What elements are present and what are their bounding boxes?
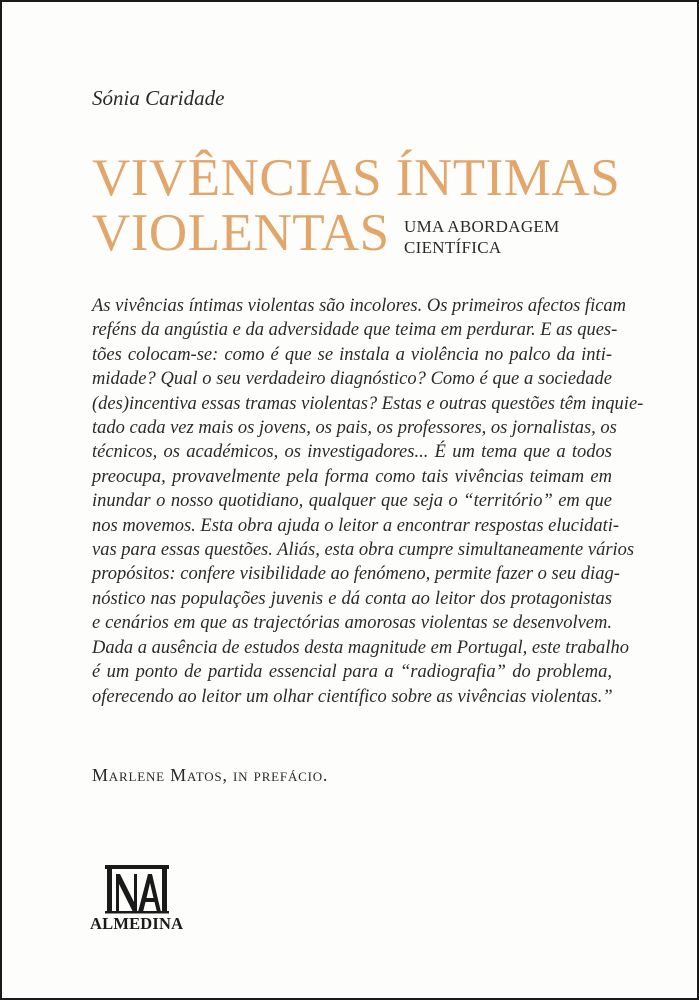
subtitle (404, 216, 560, 258)
blurb-line: nóstico nas populações juvenis e dá conta ao leitor dos protagonistas (92, 588, 612, 609)
blurb-line: Dada a ausência de estudos desta magnitude em Portugal, este trabalho (92, 637, 629, 658)
blurb-line: tões colocam-se: como é que se instala a violência no palco da inti- (92, 344, 612, 365)
blurb-line: reféns da angústia e da adversidade que teima em perdurar. E as ques- (92, 320, 618, 341)
publisher-logo (90, 864, 190, 934)
blurb-attribution: Marlene Matos, in prefácio. (92, 765, 329, 785)
back-cover-blurb (92, 294, 644, 709)
subtitle-line-1: UMA ABORDAGEM (404, 217, 560, 236)
author-name: Sónia Caridade (92, 86, 225, 110)
blurb-line: tado cada vez mais os jovens, os pais, os professores, os jornalistas, os (92, 418, 617, 439)
subtitle-line-2: CIENTÍFICA (404, 238, 502, 257)
almedina-logo-icon (104, 864, 170, 914)
blurb-line: (des)incentiva essas tramas violentas? Estas e outras questões têm inquie- (92, 393, 644, 414)
blurb-line: e cenários em que as trajectórias amorosas violentas se desenvolvem. (92, 613, 612, 634)
blurb-line: técnicos, os académicos, os investigadores... É um tema que a todos (92, 442, 612, 463)
blurb-line: vas para essas questões. Aliás, esta obra cumpre simultaneamente vários (92, 540, 635, 561)
title-line-1: VIVÊNCIAS ÍNTIMAS (92, 149, 621, 207)
publisher-name: ALMEDINA (90, 914, 184, 933)
blurb-line: propósitos: confere visibilidade ao fenómeno, permite fazer o seu diag- (92, 564, 620, 585)
blurb-line: é um ponto de partida essencial para a “radiografia” do problema, (92, 662, 612, 683)
blurb-line: nos movemos. Esta obra ajuda o leitor a encontrar respostas elucidati- (92, 515, 620, 536)
blurb-line: inundar o nosso quotidiano, qualquer que seja o “território” em que (92, 491, 612, 512)
blurb-line: preocupa, provavelmente pela forma como tais vivências teimam em (92, 466, 612, 487)
blurb-line: oferecendo ao leitor um olhar científico sobre as vivências violentas.” (92, 686, 613, 707)
title-line-2: VIOLENTAS (92, 204, 390, 262)
blurb-line: As vivências íntimas violentas são incolores. Os primeiros afectos ficam (92, 296, 627, 316)
blurb-line: midade? Qual o seu verdadeiro diagnóstico? Como é que a sociedade (92, 369, 612, 390)
